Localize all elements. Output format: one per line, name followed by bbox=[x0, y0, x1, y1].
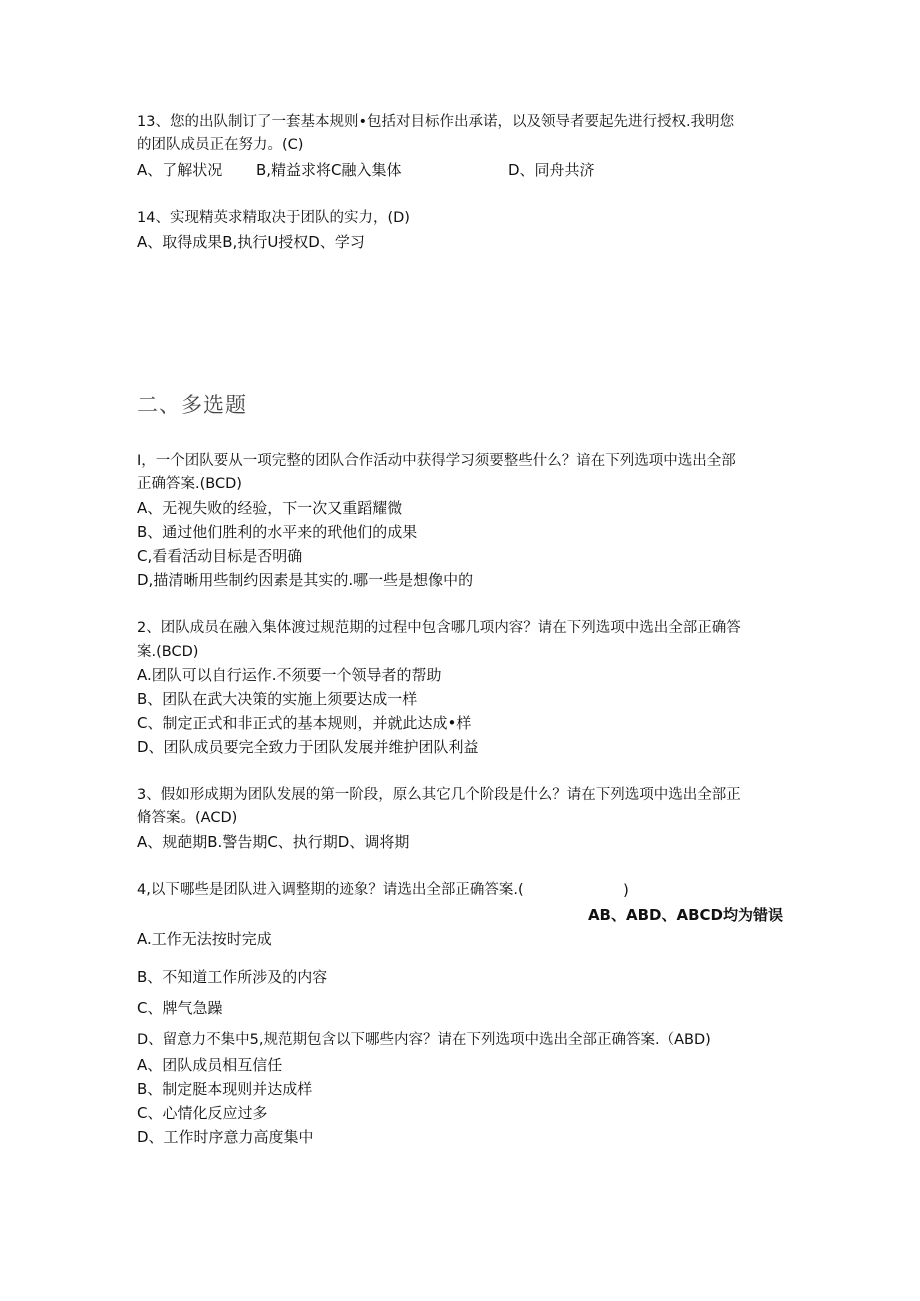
m2-line2: 案.(BCD) bbox=[137, 644, 199, 660]
m2-option-b: B、团队在武大决策的实施上须要达成一样 bbox=[137, 690, 418, 708]
m2-line1: 2、团队成员在融入集体渡过规范期的过程中包含哪几项内容？请在下列选项中选出全部正确答 bbox=[137, 620, 741, 636]
m4-note: AB、ABD、ABCD均为错误 bbox=[587, 906, 783, 924]
m5-option-b: B、制定脡本现则并达成样 bbox=[137, 1080, 313, 1098]
q13-option-bc: B,精益求将C融入集体 bbox=[256, 161, 402, 179]
m5-option-a: A、团队成员相互信任 bbox=[137, 1056, 283, 1074]
m4-line1: 4,以下哪些是团队进入调整期的迹象？请选出全部正确答案.( bbox=[137, 882, 524, 898]
q13-option-d: D、同舟共济 bbox=[508, 161, 595, 179]
m3-options: A、规葩期B.警告期C、执行期D、调将期 bbox=[137, 833, 410, 851]
m2-option-d: D、团队成员要完全致力于团队发展并维护团队利益 bbox=[137, 738, 479, 756]
m1-option-d: D,描清晰用些制约因素是其实的.哪一些是想像中的 bbox=[137, 571, 474, 589]
m1-line1: I，一个团队要从一项完整的团队合作活动中获得学习须要整些什么？谙在下列选项中选出全部 bbox=[137, 453, 736, 469]
m1-option-b: B、通过他们胜利的水平来的玳他们的成果 bbox=[137, 523, 418, 541]
m4-option-b: B、不知道工作所涉及的内容 bbox=[137, 968, 328, 986]
m4-option-c: C、牌气急躁 bbox=[137, 999, 223, 1017]
q13-option-a: A、了解状况 bbox=[137, 161, 223, 179]
m4-paren-close: ) bbox=[623, 881, 629, 899]
q13-line1: 13、您的出队制订了一套基本规则•包括对目标作出承诺，以及领导者要起先进行授权.我明您 bbox=[137, 114, 735, 130]
q13-line2: 的团队成员正在努力。(C) bbox=[137, 137, 304, 153]
m1-option-a: A、无视失败的经验，下一次又重蹈耀微 bbox=[137, 499, 403, 517]
m3-line1: 3、假如形成期为团队发展的第一阶段，原么其它几个阶段是什么？请在下列选项中选出全部正 bbox=[137, 787, 741, 803]
m2-option-a: A.团队可以自行运作.不须要一个领导者的帮助 bbox=[137, 666, 442, 684]
m4-option-d-and-q5: D、留意力不集中5,规范期包含以下哪些内容？请在下列选项中选出全部正确答案.（ABD) bbox=[137, 1032, 711, 1048]
section-title: 二、多选题 bbox=[137, 393, 247, 417]
q14-line1: 14、实现精英求精取决于团队的实力，(D) bbox=[137, 210, 410, 226]
q14-options: A、取得成果B,执行U授权D、学习 bbox=[137, 233, 365, 251]
m4-option-a: A.工作无法按时完成 bbox=[137, 930, 272, 948]
m3-line2: 脩答案。(ACD) bbox=[137, 810, 238, 826]
m1-line2: 正确答案.(BCD) bbox=[137, 476, 242, 492]
m5-option-d: D、工作时序意力高度集中 bbox=[137, 1128, 314, 1146]
m1-option-c: C,看看活动目标是否明确 bbox=[137, 547, 303, 565]
m5-option-c: C、心情化反应过多 bbox=[137, 1104, 268, 1122]
m2-option-c: C、制定正式和非正式的基本规则，并就此达成•样 bbox=[137, 714, 472, 732]
